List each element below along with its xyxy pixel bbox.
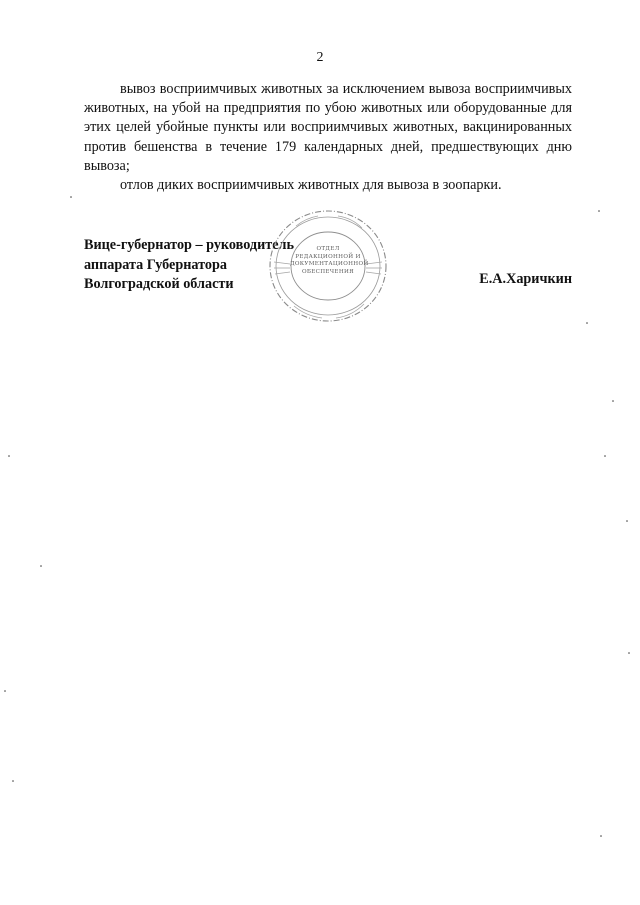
stamp-inscription-line: ДОКУМЕНТАЦИОННОЙ (290, 261, 369, 268)
stamp-inscription-line: РЕДАКЦИОННОЙ И (295, 253, 361, 260)
scan-speck (586, 322, 588, 324)
signatory-position-line: Волгоградской области (84, 276, 234, 292)
stamp-inscription (290, 246, 369, 276)
page-number: 2 (316, 50, 324, 65)
scan-speck (628, 652, 630, 654)
paragraph-capture-clause: отлов диких восприимчивых животных для вывоза в зоопарки. (120, 177, 502, 194)
document-body (84, 80, 572, 195)
scan-speck (12, 780, 14, 782)
scan-speck (612, 400, 614, 402)
scan-speck (598, 210, 600, 212)
stamp-inscription-line: ОБЕСПЕЧЕНИЯ (301, 268, 354, 275)
signatory-position (84, 236, 294, 295)
signatory-position-line: аппарата Губернатора (84, 256, 227, 273)
stamp-inscription-line: ОТДЕЛ (316, 246, 340, 252)
scan-speck (8, 455, 10, 457)
scan-speck (4, 690, 6, 692)
scan-speck (70, 196, 72, 198)
scan-speck (604, 455, 606, 457)
official-stamp (266, 206, 390, 326)
paragraph-export-clause: вывоз восприимчивых животных за исключением вывоза восприимчивых животных, на убой на предприятия по убою животных или оборудованные для этих целей убойные пункты или восприимчивых животных, вакцинированных против бешенства в течение 179 календарных дней, предшествующих дню вывоза; (84, 81, 572, 174)
signatory-name: Е.А.Харичкин (479, 271, 572, 287)
scan-speck (626, 520, 628, 522)
scan-speck (600, 835, 602, 837)
signatory-position-line: Вице-губернатор – руководитель (84, 237, 294, 253)
scan-speck (40, 565, 42, 567)
